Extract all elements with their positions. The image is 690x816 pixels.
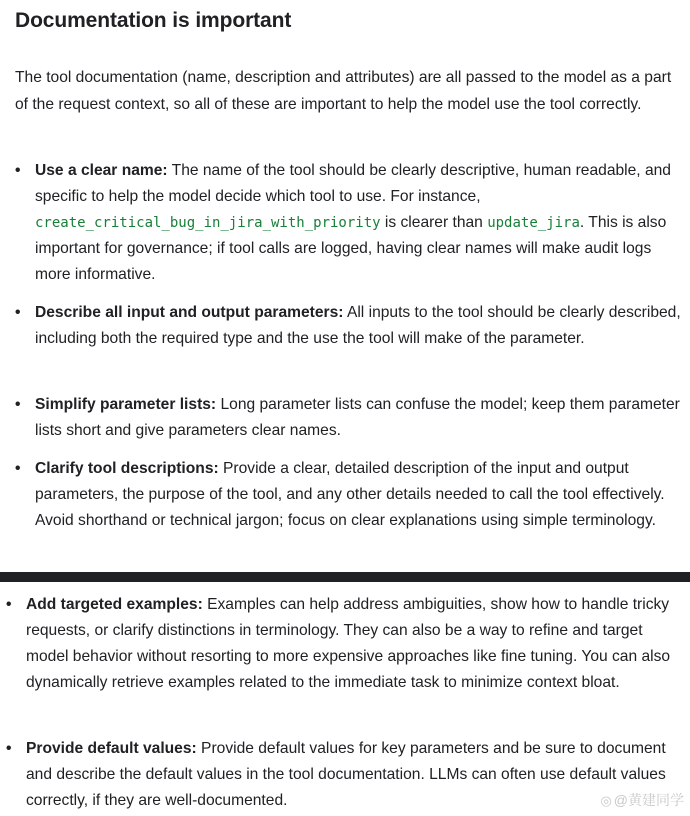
code-snippet: update_jira [487,215,580,231]
bullet-title: Clarify tool descriptions: [35,460,219,477]
section-heading: Documentation is important [15,9,292,32]
code-snippet: create_critical_bug_in_jira_with_priority [35,215,381,231]
bullet-marker: • [15,396,21,413]
bullet-marker: • [15,162,21,179]
section-divider [0,572,690,582]
bullet-text: . This is also important for governance; if tool calls are logged, having clear names will make audit logs more informative. [35,214,667,283]
bullet-title: Use a clear name: [35,162,168,179]
bullet-text: Provide default values for key parameters and be sure to document and describe the default values in the tool documentation. LLMs can often use default values correctly, if they are well-documented. [26,740,666,809]
intro-paragraph: The tool documentation (name, description and attributes) are all passed to the model as a part of the request context, so all of these are important to help the model use the tool correctly. [15,69,672,113]
watermark [600,790,684,810]
bullet-text: The name of the tool should be clearly descriptive, human readable, and specific to help the model decide which tool to use. For instance, [35,162,671,205]
bullet-text: Provide a clear, detailed description of the input and output parameters, the purpose of the tool, and any other details needed to call the tool effectively. Avoid shorthand or technical jargon; focus on clear explanations using simple terminology. [35,460,665,529]
bullet-title: Describe all input and output parameters: [35,304,344,321]
bullet-text: Examples can help address ambiguities, show how to handle tricky requests, or clarify distinctions in terminology. They can also be a way to refine and target model behavior without resorting to more expensive approaches like fine tuning. You can also dynamically retrieve examples related to the immediate task to minimize context bloat. [26,596,671,691]
bullet-clarify [15,456,683,534]
bullet-text: Long parameter lists can confuse the model; keep them parameter lists short and give parameters clear names. [35,396,680,439]
bullet-defaults [6,736,684,814]
weibo-icon: ◎ [600,793,612,808]
bullet-marker: • [15,460,21,477]
bullet-title: Simplify parameter lists: [35,396,217,413]
bullet-title: Add targeted examples: [26,596,203,613]
watermark-text: @黄建同学 [613,792,684,808]
bullet-title: Provide default values: [26,740,197,757]
bullet-marker: • [6,740,12,757]
bullet-text: All inputs to the tool should be clearly described, including both the required type and the use the tool will make of the parameter. [35,304,681,347]
bullet-simplify [15,392,683,444]
bullet-text: is clearer than [380,214,488,231]
bullet-examples [6,592,684,696]
bullet-params [15,300,683,352]
bullet-clear-name [15,158,683,288]
bullet-marker: • [15,304,21,321]
bullet-marker: • [6,596,12,613]
